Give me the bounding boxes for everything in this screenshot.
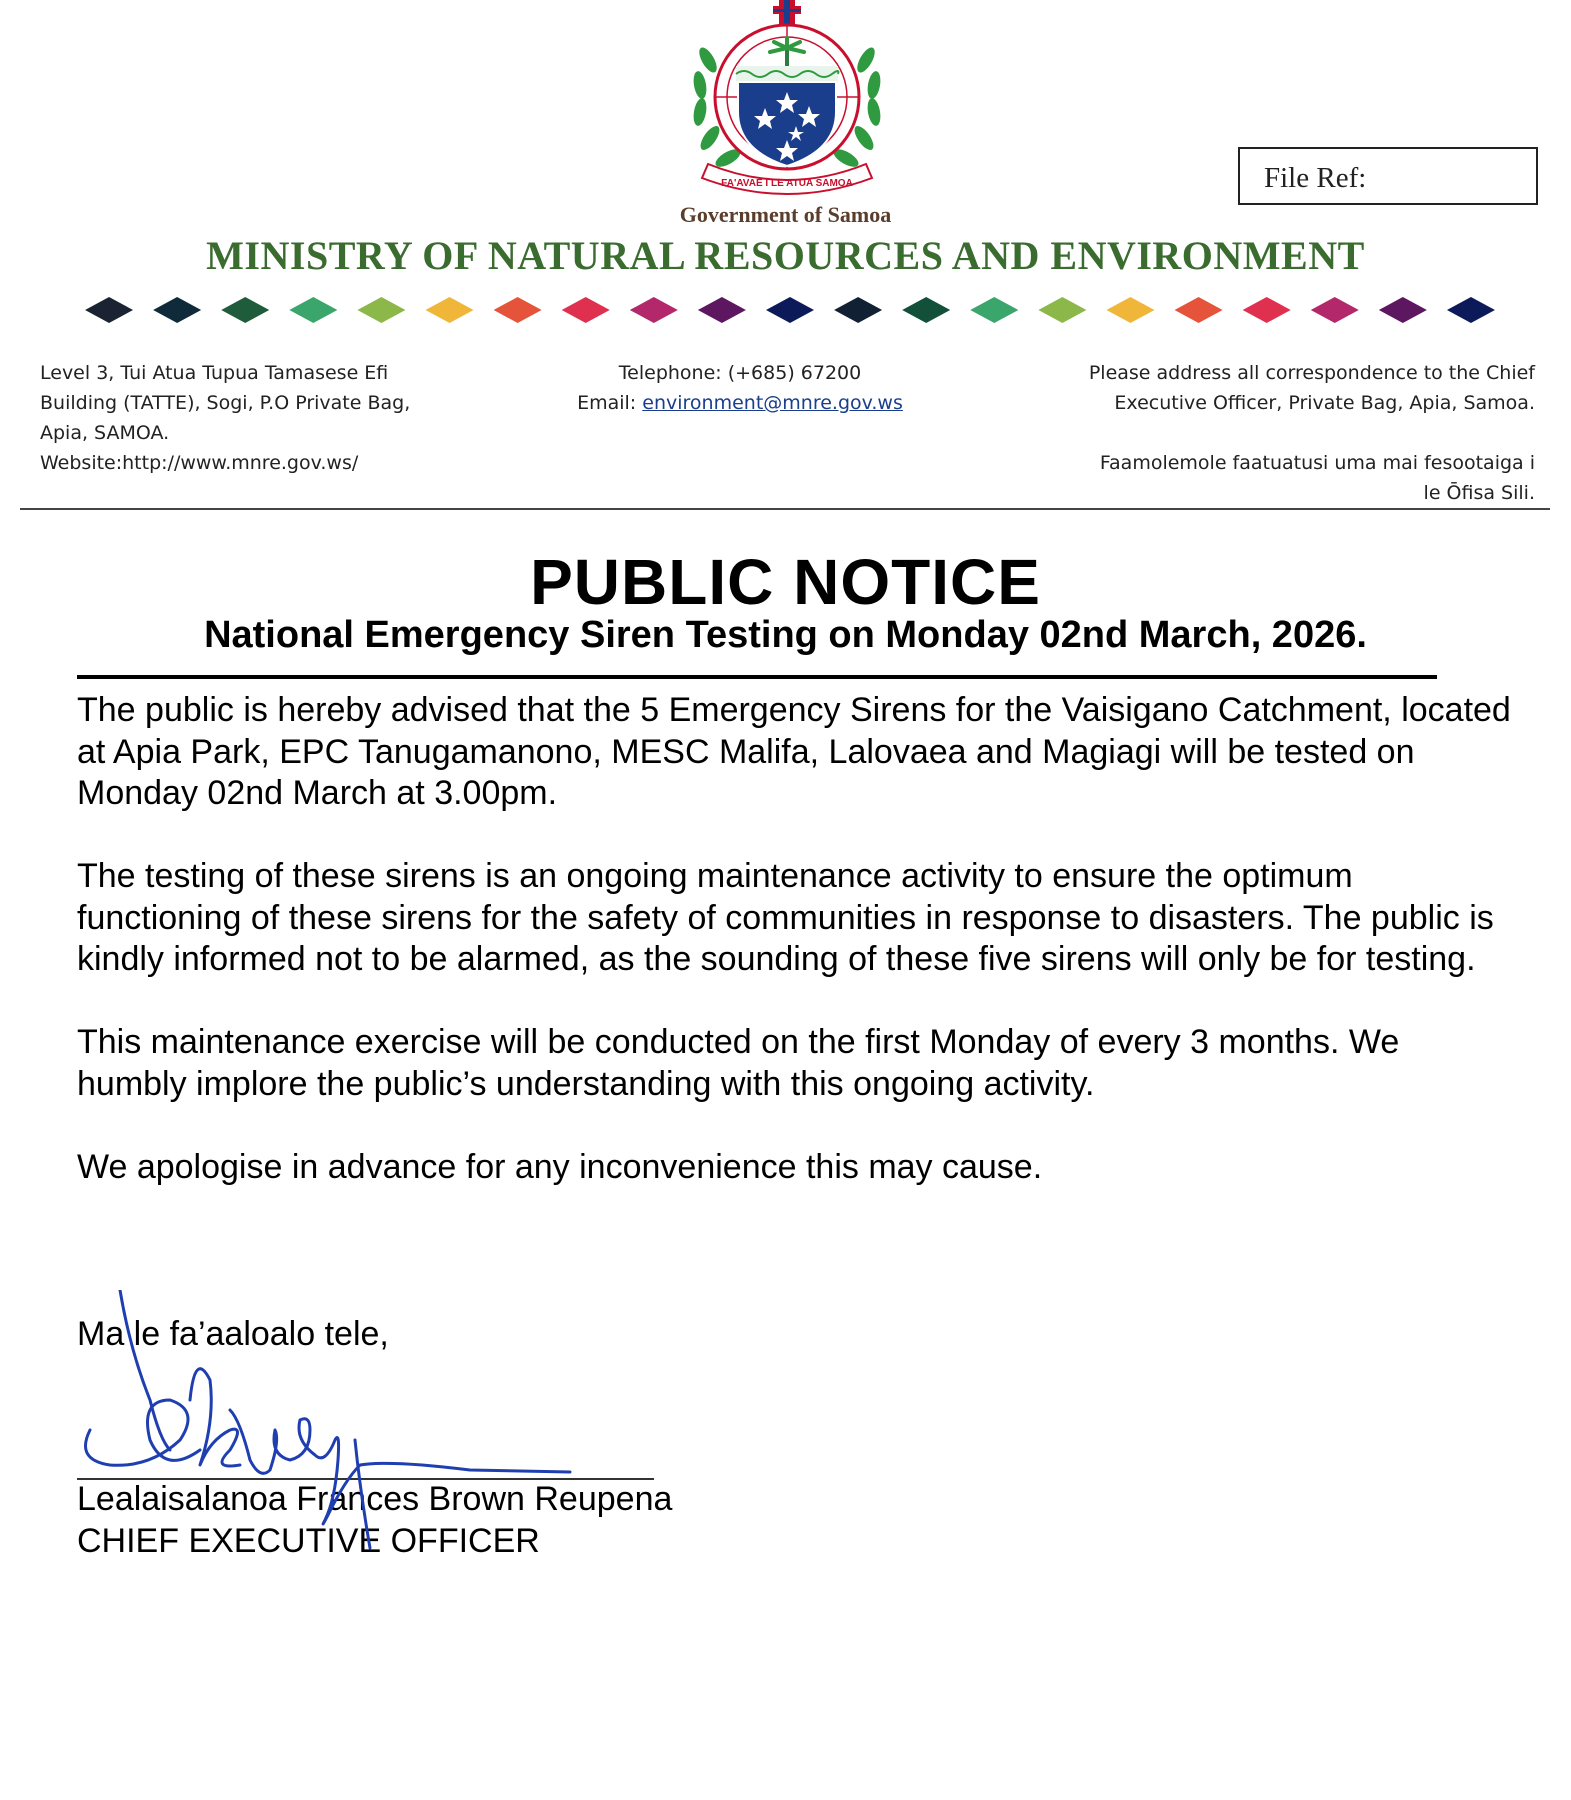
decorative-diamond <box>1106 297 1154 323</box>
correspondence-line: Please address all correspondence to the Chief <box>1088 362 1535 384</box>
decorative-diamond <box>1038 297 1086 323</box>
decorative-diamond <box>85 297 133 323</box>
file-ref-box: File Ref: <box>1238 147 1538 205</box>
decorative-diamond <box>562 297 610 323</box>
decorative-diamond <box>1379 297 1427 323</box>
body-paragraph: We apologise in advance for any inconvenience this may cause. <box>77 1147 1043 1186</box>
address-line: Apia, SAMOA. <box>40 422 170 444</box>
handwritten-signature <box>70 1290 673 1550</box>
decorative-diamond <box>289 297 337 323</box>
crest-motto: FA'AVAE I LE ATUA SAMOA <box>721 178 853 189</box>
signer-title: CHIEF EXECUTIVE OFFICER <box>77 1522 540 1560</box>
correspondence-samoan-line: Faamolemole faatuatusi uma mai fesootaiga i <box>1099 452 1535 474</box>
decorative-diamond-border <box>75 287 1505 333</box>
decorative-diamond <box>1447 297 1495 323</box>
notice-title: PUBLIC NOTICE <box>530 546 1041 618</box>
decorative-diamond <box>153 297 201 323</box>
closing-salutation: Ma le fa’aaloalo tele, <box>77 1315 389 1353</box>
body-paragraph: The public is hereby advised that the 5 Emergency Sirens for the Vaisigano Catchment, located at Apia Park, EPC Tanugamanono, MESC Malifa, Lalovaea and Magiagi will be tested on Monday 02nd March at 3.00pm. <box>77 691 1511 812</box>
email-line <box>520 388 960 418</box>
correspondence-note <box>1040 358 1535 508</box>
decorative-diamond <box>1311 297 1359 323</box>
body-paragraph: The testing of these sirens is an ongoing maintenance activity to ensure the optimum functioning of these sirens for the safety of communities in response to disasters. The public is kindly informed not to be alarmed, as the sounding of these five sirens will only be for testing. <box>77 857 1494 978</box>
decorative-diamond <box>834 297 882 323</box>
correspondence-samoan-line: le Ōfisa Sili. <box>1423 482 1535 504</box>
decorative-diamond <box>902 297 950 323</box>
decorative-diamond <box>1243 297 1291 323</box>
notice-body <box>77 690 1517 1230</box>
decorative-diamond <box>426 297 474 323</box>
decorative-diamond <box>698 297 746 323</box>
website-text: Website:http://www.mnre.gov.ws/ <box>40 452 359 474</box>
notice-subtitle: National Emergency Siren Testing on Monday 02nd March, 2026. <box>204 614 1367 656</box>
body-paragraph: This maintenance exercise will be conducted on the first Monday of every 3 months. We humbly implore the public’s understanding with this ongoing activity. <box>77 1023 1400 1103</box>
samoa-coat-of-arms-emblem <box>678 0 896 205</box>
header-divider <box>20 508 1550 510</box>
address-line: Building (TATTE), Sogi, P.O Private Bag, <box>40 392 411 414</box>
decorative-diamond <box>1175 297 1223 323</box>
email-link[interactable]: environment@mnre.gov.ws <box>642 392 903 414</box>
decorative-diamond <box>221 297 269 323</box>
email-label: Email: <box>577 392 637 414</box>
decorative-diamond <box>766 297 814 323</box>
title-divider <box>77 675 1437 679</box>
decorative-diamond <box>494 297 542 323</box>
decorative-diamond <box>357 297 405 323</box>
government-heading: Government of Samoa <box>679 202 892 227</box>
decorative-diamond <box>970 297 1018 323</box>
ministry-contact <box>520 358 960 418</box>
ministry-heading: MINISTRY OF NATURAL RESOURCES AND ENVIRONMENT <box>206 233 1365 278</box>
telephone-text: Telephone: (+685) 67200 <box>618 362 862 384</box>
signer-name: Lealaisalanoa Frances Brown Reupena <box>77 1480 673 1518</box>
ministry-address <box>40 358 480 478</box>
correspondence-line: Executive Officer, Private Bag, Apia, Samoa. <box>1114 392 1535 414</box>
decorative-diamond <box>630 297 678 323</box>
address-line: Level 3, Tui Atua Tupua Tamasese Efi <box>40 362 389 384</box>
